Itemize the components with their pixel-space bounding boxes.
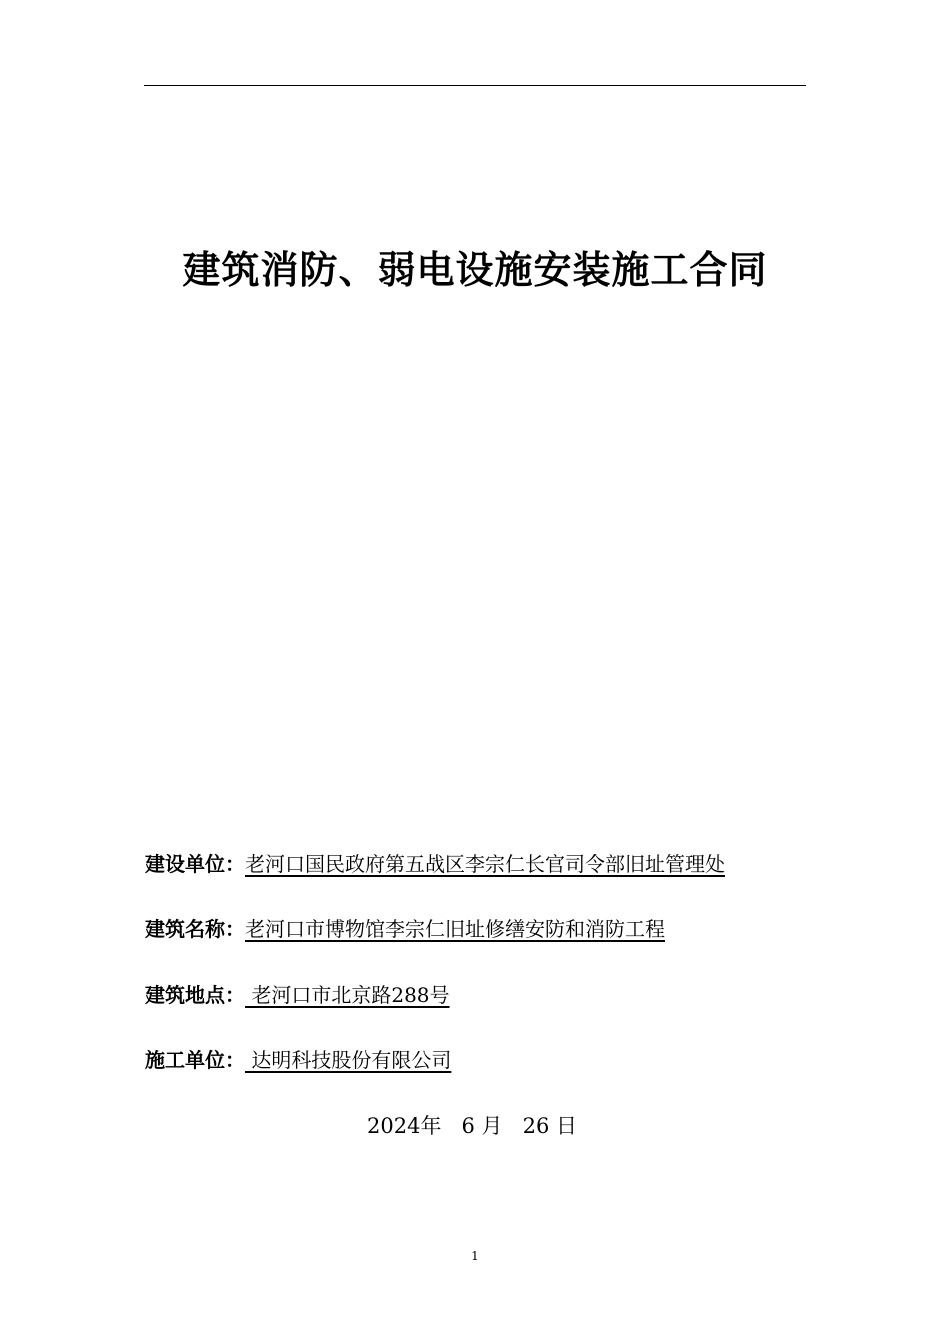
- date-day: 26: [522, 1114, 550, 1138]
- contract-title: 建筑消防、弱电设施安装施工合同: [182, 248, 768, 292]
- page-number: 1: [471, 1249, 479, 1263]
- building-location-label: 建筑地点：: [145, 983, 245, 1007]
- date-month-unit: 月: [481, 1114, 503, 1138]
- building-location-value: 老河口市北京路288号: [245, 983, 450, 1007]
- building-name-row: [145, 913, 768, 945]
- date-month: 6: [461, 1114, 475, 1138]
- construction-unit-label: 建设单位：: [145, 852, 245, 876]
- contractor-value: 达明科技股份有限公司: [245, 1048, 452, 1072]
- construction-unit-value: 老河口国民政府第五战区李宗仁长官司令部旧址管理处: [245, 852, 725, 876]
- signing-date: [367, 1110, 577, 1142]
- date-year-unit: 年: [420, 1114, 442, 1138]
- date-year: 2024: [367, 1114, 421, 1138]
- building-name-label: 建筑名称：: [145, 917, 245, 941]
- date-day-unit: 日: [556, 1114, 577, 1138]
- building-location-row: [145, 979, 766, 1011]
- construction-unit-row: [145, 848, 725, 880]
- building-name-value: 老河口市博物馆李宗仁旧址修缮安防和消防工程: [245, 917, 665, 941]
- header-rule: [144, 85, 806, 86]
- contractor-row: [145, 1044, 451, 1076]
- contractor-label: 施工单位：: [145, 1048, 245, 1072]
